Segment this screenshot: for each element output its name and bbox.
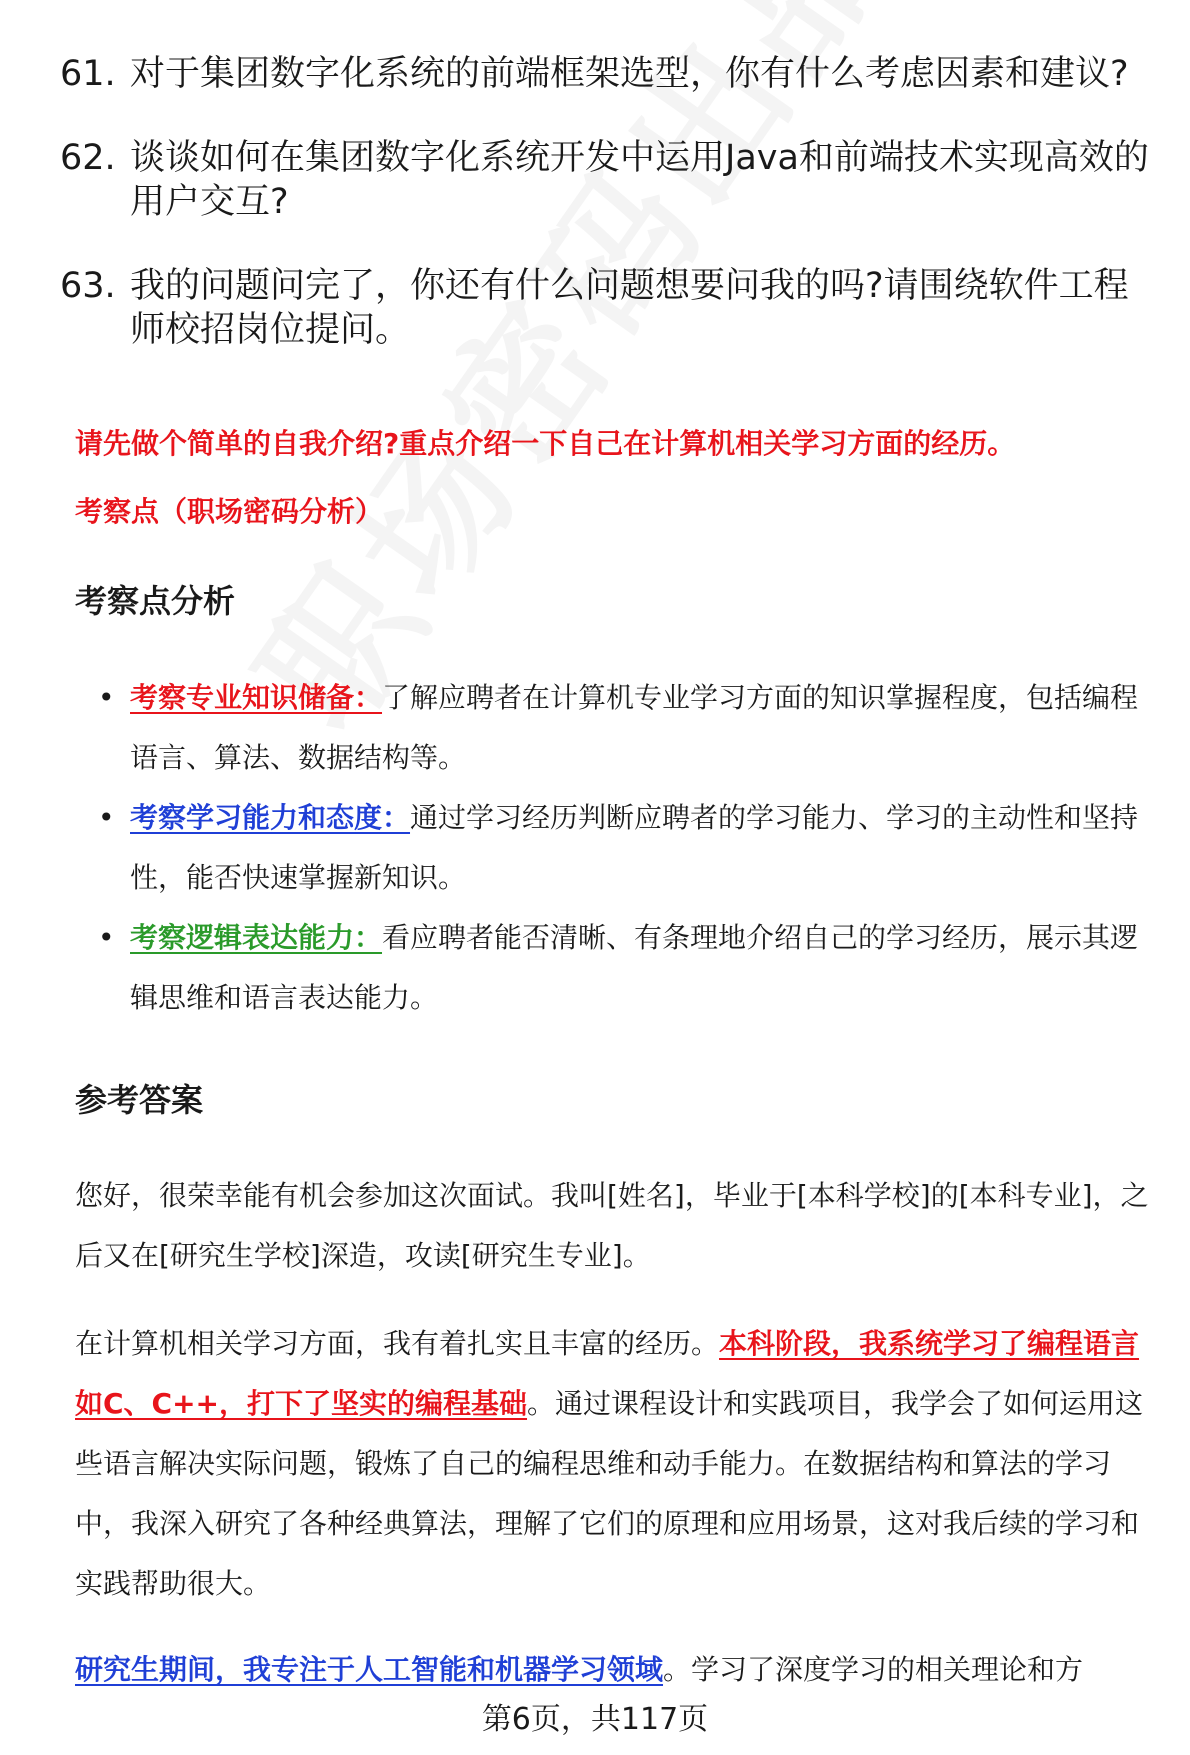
analysis-bullet-list [90, 668, 1165, 1028]
bullet-text: 了解应聘者在计算机专业学习方面的知识掌握程度，包括编程语言、算法、数据结构等。 [130, 681, 1139, 774]
analysis-heading: 考察点分析 [75, 582, 236, 620]
answer-paragraph [75, 1314, 1165, 1614]
bullet-text: 看应聘者能否清晰、有条理地介绍自己的学习经历，展示其逻辑思维和语言表达能力。 [130, 921, 1139, 1014]
question-item [60, 264, 1150, 352]
answer-text: 在计算机相关学习方面，我有着扎实且丰富的经历。 [75, 1327, 720, 1360]
bullet-item [90, 668, 1165, 788]
answer-paragraph [75, 1640, 1165, 1700]
question-item [60, 136, 1150, 224]
bullet-item [90, 788, 1165, 908]
question-number: 63. [60, 266, 116, 306]
question-list [60, 52, 1150, 392]
bullet-dot-icon: • [98, 921, 115, 954]
bullet-dot-icon: • [98, 681, 115, 714]
answer-highlight: 本科阶段，我系统学习了编程语言如C、C++，打下了坚实的编程基础 [75, 1327, 1140, 1420]
question-item [60, 52, 1150, 96]
question-number: 61. [60, 54, 116, 94]
analysis-label: 考察点（职场密码分析） [75, 495, 384, 528]
answer-heading: 参考答案 [75, 1081, 204, 1119]
question-text: 谈谈如何在集团数字化系统开发中运用Java和前端技术实现高效的用户交互? [130, 138, 1149, 222]
question-text: 我的问题问完了，你还有什么问题想要问我的吗?请围绕软件工程师校招岗位提问。 [130, 266, 1129, 350]
bullet-item [90, 908, 1165, 1028]
bullet-keyword: 考察逻辑表达能力： [130, 921, 383, 954]
bullet-text: 通过学习经历判断应聘者的学习能力、学习的主动性和坚持性，能否快速掌握新知识。 [130, 801, 1139, 894]
question-text: 对于集团数字化系统的前端框架选型，你有什么考虑因素和建议? [130, 54, 1129, 94]
answer-paragraph: 您好，很荣幸能有机会参加这次面试。我叫[姓名]，毕业于[本科学校]的[本科专业]，之后又在[研究生学校]深造，攻读[研究生专业]。 [75, 1179, 1149, 1272]
answer-text: 。学习了深度学习的相关理论和方 [663, 1653, 1084, 1686]
interview-question: 请先做个简单的自我介绍?重点介绍一下自己在计算机相关学习方面的经历。 [75, 427, 1016, 460]
bullet-keyword: 考察学习能力和态度： [130, 801, 411, 834]
answer-highlight: 研究生期间，我专注于人工智能和机器学习领域 [75, 1653, 664, 1686]
question-number: 62. [60, 138, 116, 178]
page-footer: 第6页，共117页 [0, 1700, 1190, 1740]
bullet-dot-icon: • [98, 801, 115, 834]
answer-text: 。通过课程设计和实践项目，我学会了如何运用这些语言解决实际问题，锻炼了自己的编程思维和动手能力。在数据结构和算法的学习中，我深入研究了各种经典算法，理解了它们的原理和应用场景，这对我后续的学习和实践帮助很大。 [75, 1387, 1144, 1600]
bullet-keyword: 考察专业知识储备： [130, 681, 383, 714]
